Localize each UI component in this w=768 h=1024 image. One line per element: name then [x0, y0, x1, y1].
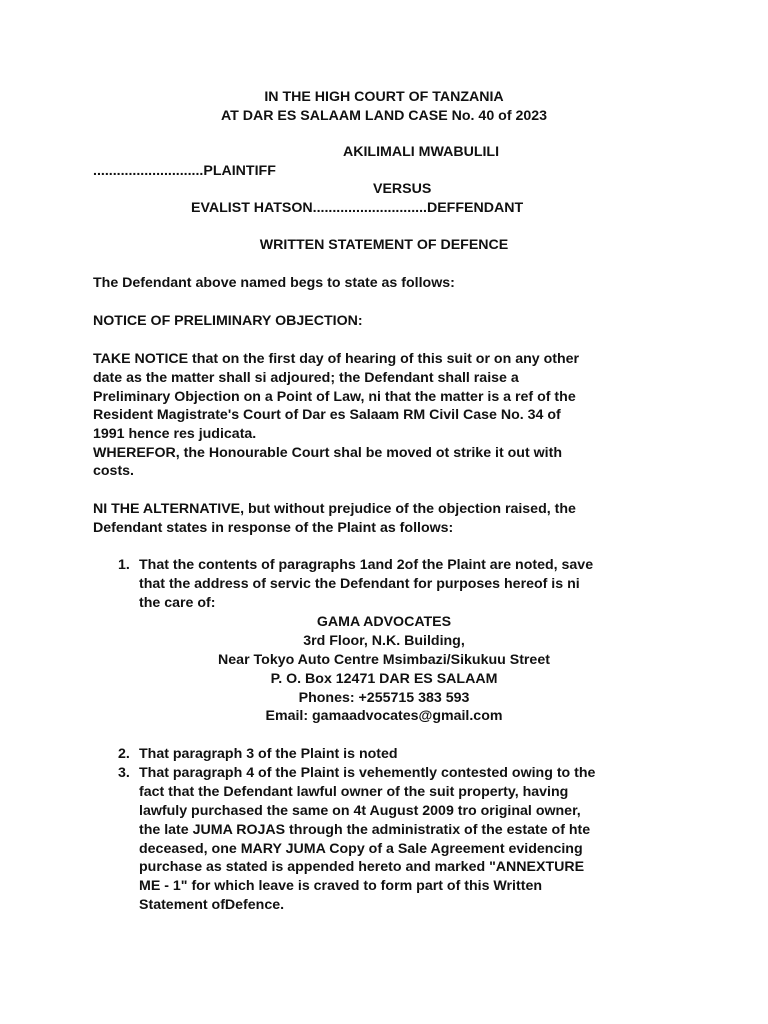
item2-line: That paragraph 3 of the Plaint is noted [139, 746, 398, 762]
item3-line: fact that the Defendant lawful owner of the suit property, having [139, 784, 569, 800]
item3-line: deceased, one MARY JUMA Copy of a Sale Agreement evidencing [139, 841, 583, 857]
item-number: 2. [118, 746, 130, 762]
address-floor: 3rd Floor, N.K. Building, [303, 633, 465, 649]
notice-line: Resident Magistrate's Court of Dar es Salaam RM Civil Case No. 34 of [93, 407, 561, 423]
case-heading: AT DAR ES SALAAM LAND CASE No. 40 of 2023 [220, 108, 548, 124]
address-street: Near Tokyo Auto Centre Msimbazi/Sikukuu Street [218, 652, 550, 668]
wherefor-line: WHEREFOR, the Honourable Court shal be moved ot strike it out with [93, 445, 562, 461]
court-heading: IN THE HIGH COURT OF TANZANIA [264, 89, 504, 105]
item3-line: purchase as stated is appended hereto and marked "ANNEXTURE [139, 859, 585, 875]
notice-line: date as the matter shall si adjoured; the Defendant shall raise a [93, 370, 519, 386]
alternative-line: Defendant states in response of the Plaint as follows: [93, 520, 454, 536]
document-title: WRITTEN STATEMENT OF DEFENCE [259, 237, 509, 253]
plaintiff-name: AKILIMALI MWABULILI [343, 144, 500, 160]
item3-line: lawfuly purchased the same on 4t August 2009 tro original owner, [139, 803, 581, 819]
notice-line: 1991 hence res judicata. [93, 426, 257, 442]
item1-line: the care of: [139, 595, 216, 611]
plaintiff-role: ............................PLAINTIFF [93, 163, 276, 179]
wherefor-line: costs. [93, 463, 135, 479]
item1-line: that the address of servic the Defendant for purposes hereof is ni [139, 576, 580, 592]
versus-label: VERSUS [373, 181, 432, 197]
notice-line: Preliminary Objection on a Point of Law, ni that the matter is a ref of the [93, 389, 576, 405]
address-email: Email: gamaadvocates@gmail.com [265, 708, 503, 724]
item-number: 1. [118, 557, 130, 573]
item3-line: the late JUMA ROJAS through the administratix of the estate of hte [139, 822, 591, 838]
intro-paragraph: The Defendant above named begs to state as follows: [93, 275, 455, 291]
defendant-line: EVALIST HATSON.............................DEFFENDANT [191, 200, 524, 216]
item3-line: That paragraph 4 of the Plaint is vehemently contested owing to the [139, 765, 596, 781]
item3-line: ME - 1" for which leave is craved to form part of this Written [139, 878, 542, 894]
address-firm: GAMA ADVOCATES [316, 614, 452, 630]
address-phone: Phones: +255715 383 593 [298, 690, 470, 706]
item-number: 3. [118, 765, 130, 781]
notice-line: TAKE NOTICE that on the first day of hearing of this suit or on any other [93, 351, 580, 367]
item1-line: That the contents of paragraphs 1and 2of the Plaint are noted, save [139, 557, 594, 573]
item3-line: Statement ofDefence. [139, 897, 285, 913]
alternative-line: NI THE ALTERNATIVE, but without prejudice of the objection raised, the [93, 501, 576, 517]
notice-heading: NOTICE OF PRELIMINARY OBJECTION: [93, 313, 363, 329]
address-pobox: P. O. Box 12471 DAR ES SALAAM [270, 671, 498, 687]
